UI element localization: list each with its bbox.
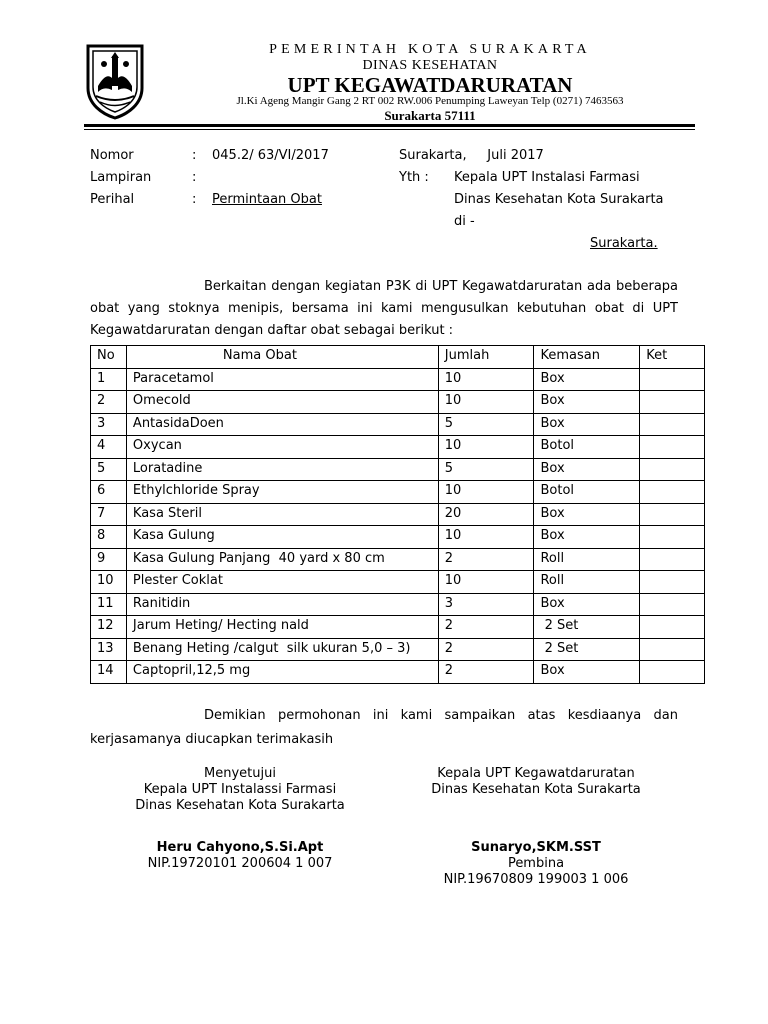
cell-ket xyxy=(640,481,705,504)
cell-no: 10 xyxy=(91,571,127,594)
cell-no: 4 xyxy=(91,436,127,459)
medicine-table xyxy=(90,345,705,684)
cell-jumlah: 10 xyxy=(438,436,534,459)
cell-ket xyxy=(640,503,705,526)
cell-no: 2 xyxy=(91,391,127,414)
cell-no: 6 xyxy=(91,481,127,504)
cell-no: 5 xyxy=(91,458,127,481)
perihal-label: Perihal xyxy=(90,192,135,207)
signature-right-block xyxy=(386,766,686,798)
cell-jumlah: 2 xyxy=(438,638,534,661)
cell-nama-obat: Omecold xyxy=(126,391,438,414)
table-row xyxy=(91,526,705,549)
cell-kemasan: 2 Set xyxy=(534,616,640,639)
city-emblem-icon xyxy=(84,42,146,120)
cell-jumlah: 10 xyxy=(438,571,534,594)
cell-nama-obat: Oxycan xyxy=(126,436,438,459)
closing-paragraph: Demikian permohonan ini kami sampaikan atas kesdiaanya dan kerjasamanya diucapkan terimakasih xyxy=(90,708,678,747)
header-no: No xyxy=(91,346,127,369)
signature-left-title: Kepala UPT Instalassi Farmasi xyxy=(143,782,337,797)
cell-kemasan: 2 Set xyxy=(534,638,640,661)
cell-kemasan: Botol xyxy=(534,481,640,504)
table-row xyxy=(91,413,705,436)
cell-kemasan: Box xyxy=(534,391,640,414)
table-row xyxy=(91,661,705,684)
cell-jumlah: 2 xyxy=(438,661,534,684)
table-header-row xyxy=(91,346,705,369)
cell-ket xyxy=(640,661,705,684)
yth-label: Yth : xyxy=(399,170,429,185)
cell-jumlah: 20 xyxy=(438,503,534,526)
signature-right-agency: Dinas Kesehatan Kota Surakarta xyxy=(431,782,641,797)
header-nama-obat: Nama Obat xyxy=(126,346,438,369)
cell-ket xyxy=(640,368,705,391)
cell-no: 8 xyxy=(91,526,127,549)
cell-jumlah: 2 xyxy=(438,548,534,571)
cell-kemasan: Roll xyxy=(534,571,640,594)
cell-no: 7 xyxy=(91,503,127,526)
cell-kemasan: Box xyxy=(534,661,640,684)
cell-kemasan: Box xyxy=(534,458,640,481)
signature-right-title: Kepala UPT Kegawatdaruratan xyxy=(437,766,635,781)
signature-right-name: Sunaryo,SKM.SST xyxy=(471,840,601,855)
cell-jumlah: 2 xyxy=(438,616,534,639)
table-row xyxy=(91,481,705,504)
intro-paragraph: Berkaitan dengan kegiatan P3K di UPT Kegawatdaruratan ada beberapa obat yang stoknya menipis, bersama ini kami mengusulkan kebutuhan obat di UPT Kegawatdaruratan dengan daftar obat sebagai berikut : xyxy=(90,279,678,338)
table-row xyxy=(91,571,705,594)
nomor-value: 045.2/ 63/VI/2017 xyxy=(212,148,329,163)
cell-no: 11 xyxy=(91,593,127,616)
cell-ket xyxy=(640,413,705,436)
cell-ket xyxy=(640,391,705,414)
cell-ket xyxy=(640,436,705,459)
table-row xyxy=(91,638,705,661)
cell-no: 3 xyxy=(91,413,127,436)
cell-no: 9 xyxy=(91,548,127,571)
recipient-city: Surakarta. xyxy=(590,236,658,251)
letterhead-unit: UPT KEGAWATDARURATAN xyxy=(287,73,573,97)
cell-nama-obat: Ethylchloride Spray xyxy=(126,481,438,504)
cell-ket xyxy=(640,458,705,481)
cell-ket xyxy=(640,571,705,594)
cell-nama-obat: Kasa Gulung Panjang 40 yard x 80 cm xyxy=(126,548,438,571)
cell-kemasan: Roll xyxy=(534,548,640,571)
table-row xyxy=(91,593,705,616)
table-row xyxy=(91,503,705,526)
recipient-line2: Dinas Kesehatan Kota Surakarta xyxy=(454,192,664,207)
cell-kemasan: Botol xyxy=(534,436,640,459)
signature-left-approve: Menyetujui xyxy=(204,766,276,781)
letterhead-department: DINAS KESEHATAN xyxy=(362,58,498,73)
cell-nama-obat: Kasa Gulung xyxy=(126,526,438,549)
cell-nama-obat: AntasidaDoen xyxy=(126,413,438,436)
cell-ket xyxy=(640,616,705,639)
cell-nama-obat: Benang Heting /calgut silk ukuran 5,0 – 3) xyxy=(126,638,438,661)
cell-no: 13 xyxy=(91,638,127,661)
table-row xyxy=(91,368,705,391)
nomor-colon: : xyxy=(192,148,197,163)
cell-jumlah: 10 xyxy=(438,526,534,549)
letterhead-address: Jl.Ki Ageng Mangir Gang 2 RT 002 RW.006 Penumping Laweyan Telp (0271) 7463563 xyxy=(236,95,624,107)
cell-jumlah: 5 xyxy=(438,458,534,481)
cell-jumlah: 10 xyxy=(438,391,534,414)
perihal-colon: : xyxy=(192,192,197,207)
signature-right-rank: Pembina xyxy=(507,856,565,871)
signature-left-nip: NIP.19720101 200604 1 007 xyxy=(147,856,333,871)
letterhead-divider-thin xyxy=(84,129,695,130)
cell-ket xyxy=(640,548,705,571)
cell-jumlah: 10 xyxy=(438,368,534,391)
cell-jumlah: 3 xyxy=(438,593,534,616)
table-row xyxy=(91,616,705,639)
cell-ket xyxy=(640,526,705,549)
recipient-line1: Kepala UPT Instalasi Farmasi xyxy=(454,170,640,185)
table-row xyxy=(91,458,705,481)
lampiran-colon: : xyxy=(192,170,197,185)
cell-nama-obat: Captopril,12,5 mg xyxy=(126,661,438,684)
cell-no: 1 xyxy=(91,368,127,391)
letter-date: Surakarta, Juli 2017 xyxy=(399,148,544,163)
cell-kemasan: Box xyxy=(534,413,640,436)
recipient-line3: di - xyxy=(454,214,475,229)
cell-nama-obat: Ranitidin xyxy=(126,593,438,616)
table-row xyxy=(91,548,705,571)
header-kemasan: Kemasan xyxy=(534,346,640,369)
cell-kemasan: Box xyxy=(534,526,640,549)
letterhead-divider-thick xyxy=(84,124,695,127)
table-row xyxy=(91,436,705,459)
cell-kemasan: Box xyxy=(534,593,640,616)
signature-left-block xyxy=(90,766,390,814)
nomor-label: Nomor xyxy=(90,148,134,163)
letterhead-government: PEMERINTAH KOTA SURAKARTA xyxy=(269,42,591,57)
table-row xyxy=(91,391,705,414)
cell-kemasan: Box xyxy=(534,503,640,526)
cell-jumlah: 10 xyxy=(438,481,534,504)
cell-ket xyxy=(640,593,705,616)
cell-jumlah: 5 xyxy=(438,413,534,436)
perihal-value: Permintaan Obat xyxy=(212,192,322,207)
signature-right-nip: NIP.19670809 199003 1 006 xyxy=(443,872,629,887)
cell-no: 12 xyxy=(91,616,127,639)
cell-ket xyxy=(640,638,705,661)
letterhead-city: Surakarta 57111 xyxy=(384,108,476,123)
cell-nama-obat: Loratadine xyxy=(126,458,438,481)
header-jumlah: Jumlah xyxy=(438,346,534,369)
cell-nama-obat: Paracetamol xyxy=(126,368,438,391)
cell-nama-obat: Kasa Steril xyxy=(126,503,438,526)
lampiran-label: Lampiran xyxy=(90,170,152,185)
header-ket: Ket xyxy=(640,346,705,369)
cell-nama-obat: Jarum Heting/ Hecting nald xyxy=(126,616,438,639)
cell-nama-obat: Plester Coklat xyxy=(126,571,438,594)
signature-left-name: Heru Cahyono,S.Si.Apt xyxy=(156,840,324,855)
cell-kemasan: Box xyxy=(534,368,640,391)
signature-left-agency: Dinas Kesehatan Kota Surakarta xyxy=(135,798,345,813)
cell-no: 14 xyxy=(91,661,127,684)
